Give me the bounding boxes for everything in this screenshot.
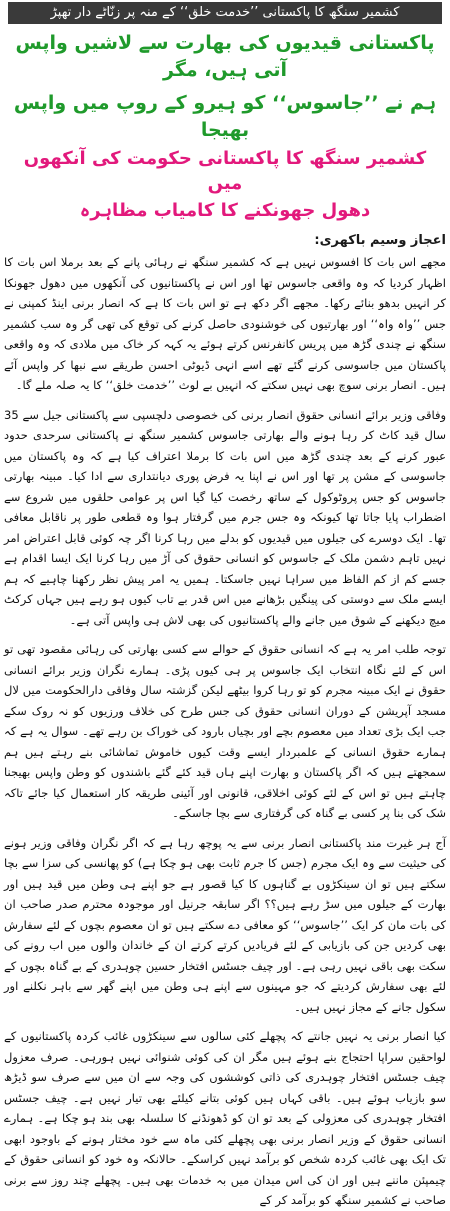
article-page [0,2,450,1207]
article-body [0,248,450,1211]
top-banner: کشمیر سنگھ کا پاکستانی ’’خدمت خلق‘‘ کے منہ پر زنّاٹے دار تھپڑ [8,2,442,24]
paragraph-1: مجھے اس بات کا افسوس نہیں ہے کہ کشمیر سنگھ نے رہائی پانے کے بعد برملا اس بات کا اظہار کردیا کہ وہ واقعی جاسوس تھا اور اس نے پاکستانیوں کی آنکھوں میں دھول جھونکا کر انہیں بدھو بنائے رکھا۔ مجھے اگر دکھ ہے تو اس بات کا ہے کہ انصار برنی اینڈ کمپنی نے جس ’’واہ واہ‘‘ اور بھارتیوں کی خوشنودی حاصل کرنے کی توقع کی تھی گر وہ سب کشمیر سنگھ نے چندی گڑھ میں پریس کانفرنس کرتے ہوئے یہ کہہ کر خاک میں ملادی کہ وہ واقعی پاکستان میں جاسوسی کرنے گئے تھے اسے انہی ڈیوٹی احسن طریقے سے نبھا کر واپس آئے ہیں۔ انصار برنی سوچ بھی نہیں سکتے کہ انہیں بے لوث ’’خدمت خلق‘‘ کا یہ صلہ ملے گا۔ [4,255,446,392]
author-byline: اعجاز وسیم باکھری: [314,233,446,248]
headline-pink-line-1: کشمیر سنگھ کا پاکستانی حکومت کی آنکھوں میں [23,148,427,194]
headline-green-line-2: ہم نے ’’جاسوس‘‘ کو ہیرو کے روپ میں واپس بھیجا [13,92,437,141]
paragraph-3: توجہ طلب امر یہ ہے کہ انسانی حقوق کے حوالے سے کسی بھارتی کی رہائی مقصود تھی تو اس کے لئے نگاہ انتخاب ایک جاسوس پر ہی کیوں پڑی۔ ہمارے نگران وزیر برائے انسانی حقوق نے ایک مبینہ مجرم کو تو رہا کروا بیٹھے لیکن گزشتہ سال وفاقی دارالحکومت میں لال مسجد آپریشن کے دوران انسانی حقوق کی جس طرح کی خلاف ورزیوں کو نہ روک سکے جب ایک بڑی تعداد میں معصوم بچے اور بچیاں بارود کی خوراک بن رہے تھے۔ سوال یہ ہے کہ ہمارے حقوق انسانی کے علمبردار ایسے وقت کیوں خاموش تماشائی بنے رہتے ہیں ہم سمجھتے ہیں کہ اگر پاکستان و بھارت اپنے ہاں قید کئے گئے باشندوں کو وطن واپس بھیجنا چاہتے ہیں تو اس کے لئے کوئی اخلاقی، قانونی اور آئینی طریقہ کار استعمال کیا جائے تاکہ شک کی بنا پر کسی بے گناہ کی گرفتاری سے بچا جاسکے۔ [4,642,446,820]
headline-pink-line-2: دھول جھونکنے کا کامیاب مظاہرہ [79,200,371,221]
headline-green-line-1: پاکستانی قیدیوں کی بھارت سے لاشیں واپس آتی ہیں، مگر [15,32,435,81]
paragraph-4: آج ہر غیرت مند پاکستانی انصار برنی سے یہ پوچھ رہا ہے کہ اگر نگران وفاقی وزیر ہونے کی حیثیت سے وہ ایک مجرم (جس کا جرم ثابت بھی ہو چکا ہے) کو پھانسی کی سزا سے بچا سکتے ہیں تو ان سینکڑوں بے گناہوں کا کیا قصور ہے جو اپنے ہی وطن میں قید ہیں اور بھارت کے جیلوں میں سڑ رہے ہیں؟؟ اگر سابقہ جرنیل اور موجودہ محترم صدر صاحب ان کی بات مان کر ایک ’’جاسوس‘‘ کو معافی دے سکتے ہیں تو ان معصوم بچوں کے لئے سفارش بھی کردیں جن کی بازیابی کے لئے فریادیں کرتے کرتے ان کے خاندان والوں میں اب رونے کی سکت بھی باقی نہیں رہی ہے۔ اور چیف جسٹس افتخار حسین چوہدری کے بے گناہ بچوں کے لئے بھی سفارش کردیتے کہ جو مہینوں سے اپنے ہی وطن میں اپنے گھر سے باہر نکلنے اور سکول جانے کے مجاز نہیں ہیں۔ [4,835,446,1014]
paragraph-2: وفاقی وزیر برائے انسانی حقوق انصار برنی کی خصوصی دلچسپی سے پاکستانی جیل سے 35 سال قید کاٹ کر رہا ہونے والے بھارتی جاسوس کشمیر سنگھ نے پاکستانی سرحدی حدود عبور کرنے کے بعد چندی گڑھ میں اس بات کا برملا اعتراف کیا ہے کہ وہ پاکستان میں جاسوسی کے مشن پر تھا اور اس نے اپنا یہ فرض پوری دیانتداری سے ادا کیا۔ مبینہ بھارتی جاسوس کو جس پروٹوکول کے ساتھ رخصت کیا گیا اس پر عوامی حلقوں میں شروع سے اضطراب پایا جاتا تھا کیونکہ وہ جس جرم میں گرفتار ہوا وہ قطعی طور پر ناقابل معافی تھا۔ ایک دوسرے کی جیلوں میں قیدیوں کو بدلے میں رہا کرنا اگر چہ کوئی قابل اعتراض امر نہیں تاہم دشمن ملک کے جاسوس کو انسانی حقوق کی آڑ میں رہا کرنا ایک ایسا اقدام ہے جسے کم از کم الفاظ میں سراہا نہیں جاسکتا۔ ہمیں یہ امر پیش نظر رکھنا چاہیے کہ ہم ایسے ملک سے دوستی کی پینگیں بڑھانے میں اس قدر بے تاب کیوں ہو رہے ہیں جہاں کرکٹ میچ دیکھنے کے شوق میں جانے والے پاکستانیوں کی بھی لاش ہی واپس آتی ہے۔ [4,407,446,627]
paragraph-5: کیا انصار برنی یہ نہیں جانتے کہ پچھلے کئی سالوں سے سینکڑوں غائب کردہ پاکستانیوں کے لواحقین سراپا احتجاج بنے ہوئے ہیں مگر ان کی کوئی شنوائی نہیں ہورہی۔ صرف معزول چیف جسٹس افتخار چوہدری کی ذاتی کوششوں کی وجہ سے ان میں سے صرف سو ڈیڑھ سو بازیاب ہوئے ہیں۔ باقی کہاں ہیں کوئی بتانے کیلئے بھی تیار نہیں ہے۔ چیف جسٹس افتخار چوہدری کی معزولی کے بعد تو ان کو ڈھونڈنے کا سلسلہ بھی بند ہو چکا ہے۔ ہمارے انسانی حقوق کے وزیر انصار برنی بھی پچھلے کئی ماہ سے خود مختار ہونے کے باوجود ابھی تک ایک بھی غائب کردہ شخص کو برآمد نہیں کراسکے۔ حالانکہ وہ خود کو انسانی حقوق کے چیمپئن ماننے ہیں اور ان کی اس میدان میں بہ خدمات بھی ہیں۔ پچھلے چند روز سے برنی صاحب نے کشمیر سنگھ کو برآمد کر کے [4,1029,446,1207]
